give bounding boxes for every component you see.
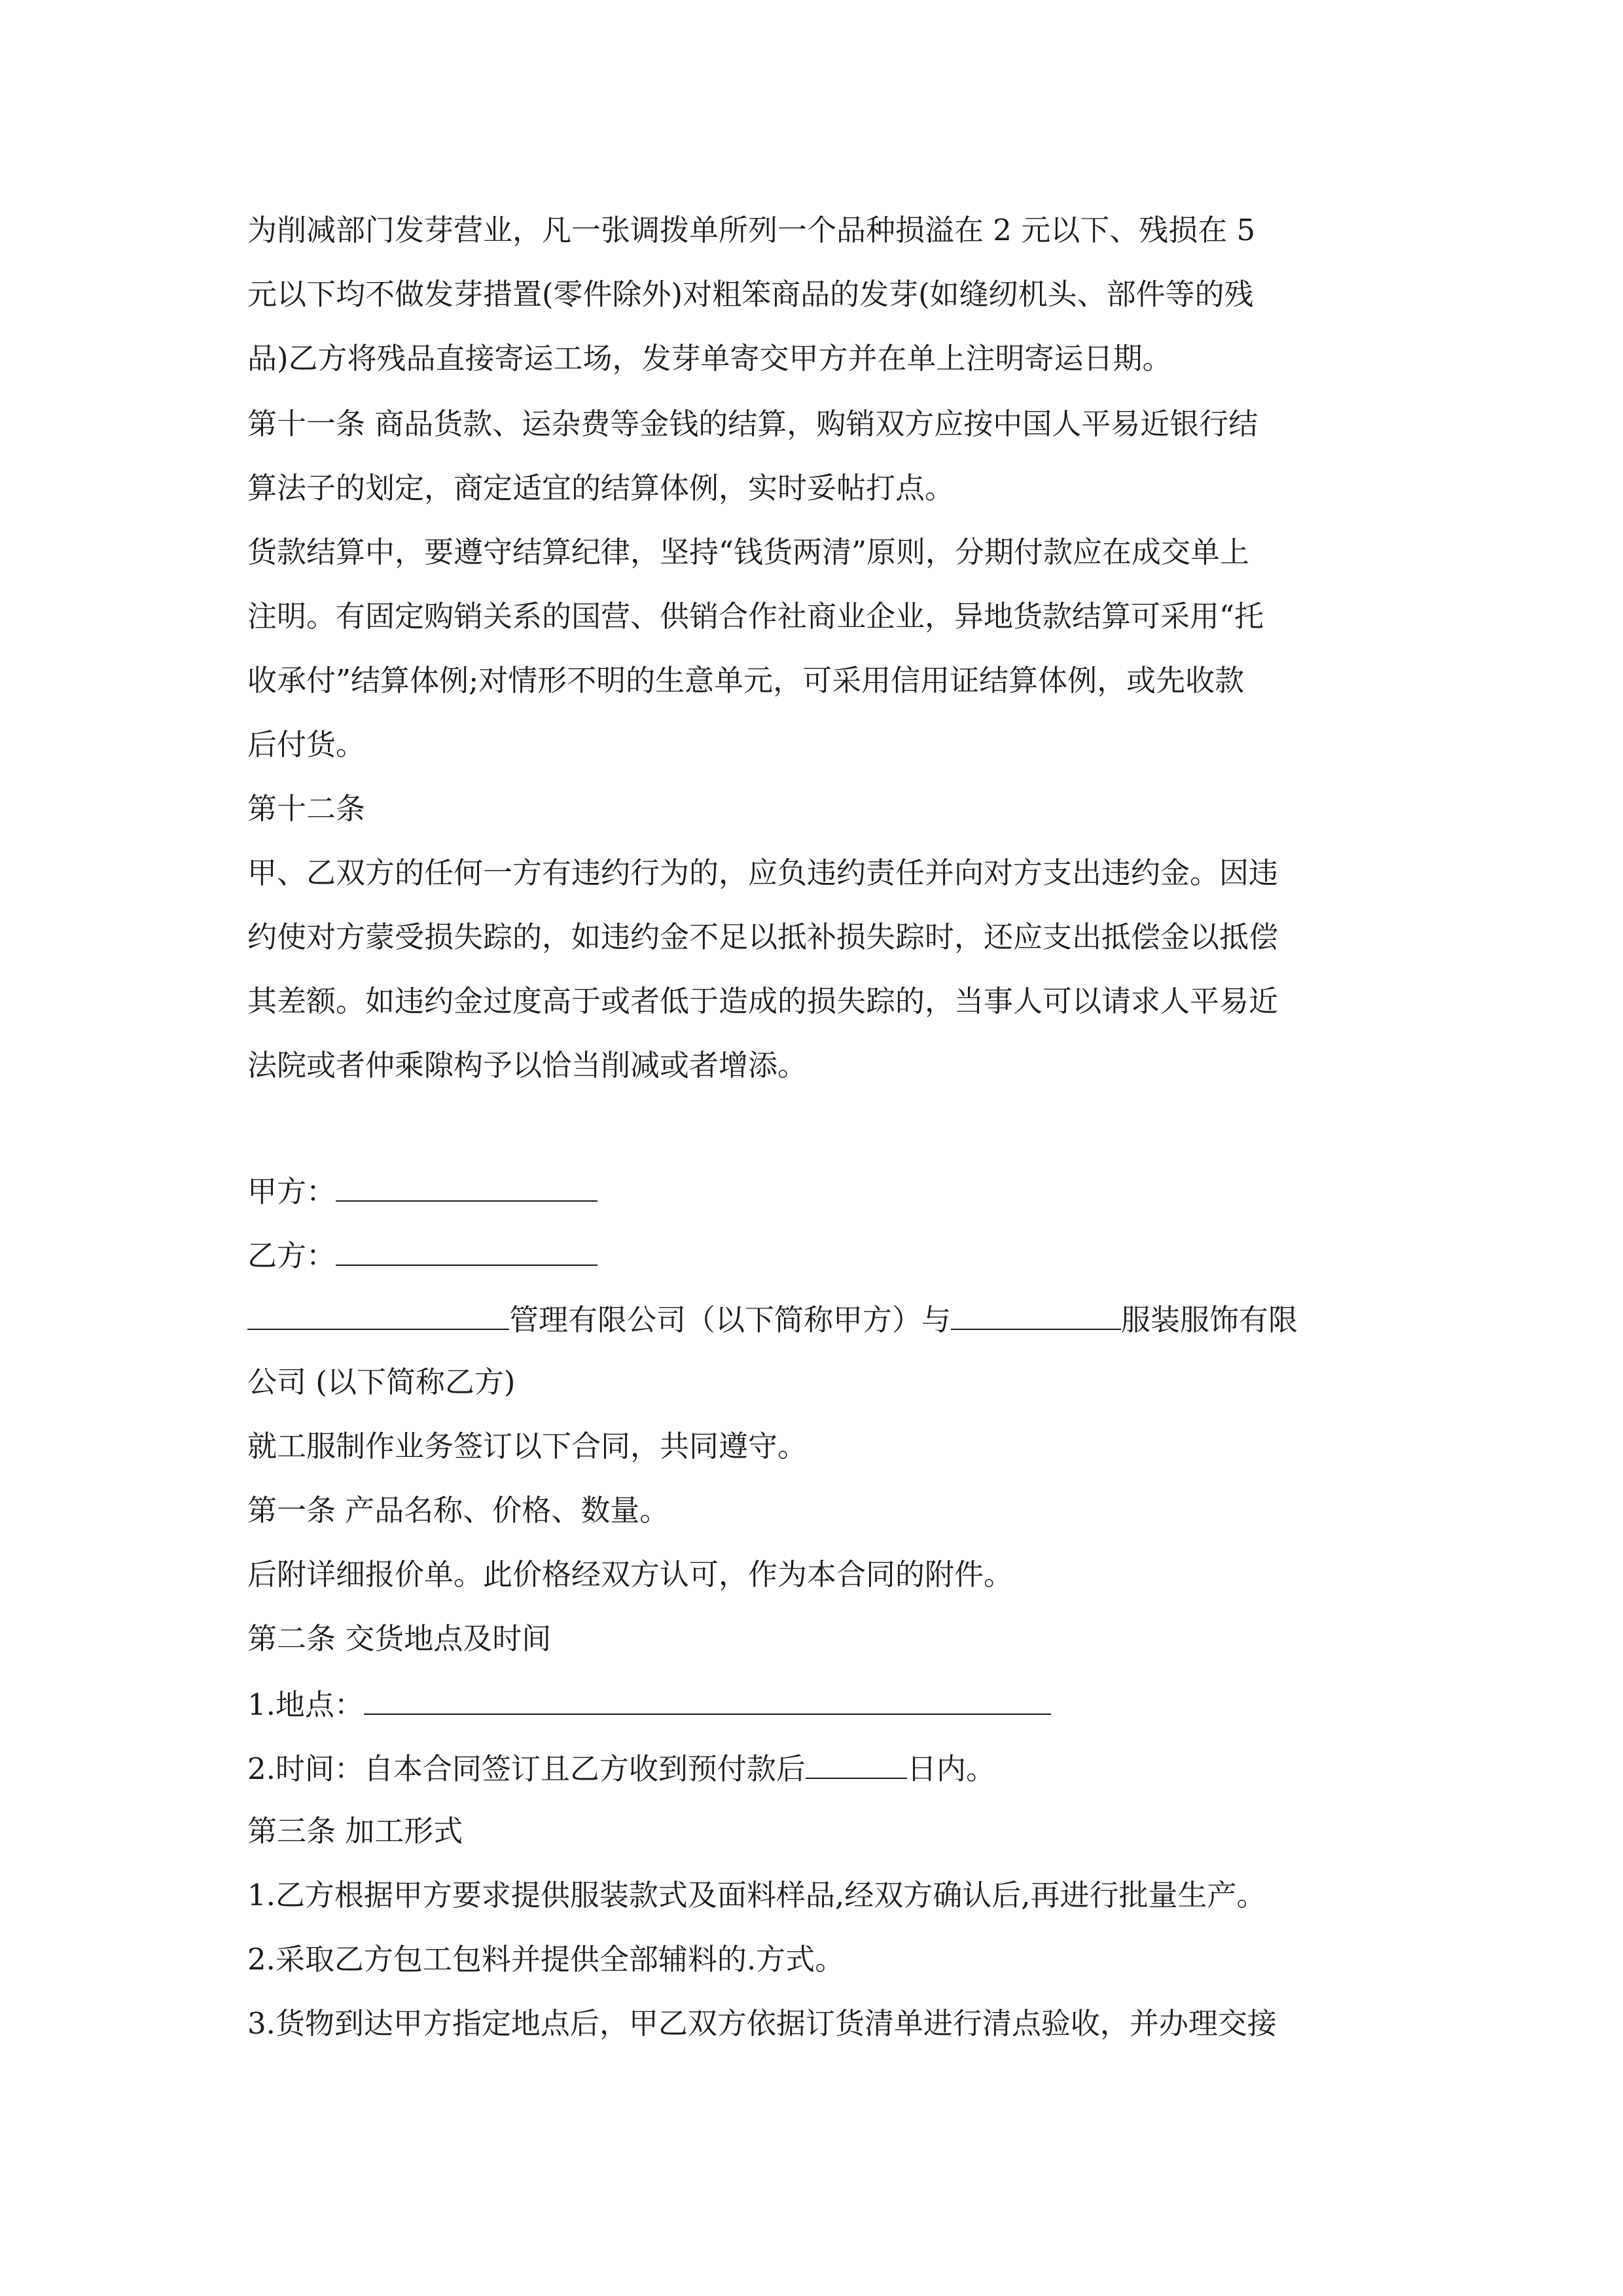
body-line: 为削减部门发芽营业，凡一张调拨单所列一个品种损溢在 2 元以下、残损在 5 <box>247 213 1256 247</box>
days-blank <box>806 1748 907 1779</box>
body-line: 算法子的划定，商定适宜的结算体例，实时妥帖打点。 <box>247 471 955 505</box>
body-line: 后付货。 <box>247 727 366 762</box>
intro-middle-text: 管理有限公司（以下简称甲方）与 <box>509 1302 952 1337</box>
party-a-label: 甲方： <box>247 1174 336 1209</box>
body-line: 货款结算中，要遵守结算纪律，坚持“钱货两清”原则，分期付款应在成交单上 <box>247 535 1250 569</box>
party-b-blank <box>336 1234 597 1266</box>
intro-end-text: 服装服饰有限 <box>1121 1302 1298 1337</box>
body-line: 3.货物到达甲方指定地点后，甲乙双方依据订货清单进行清点验收，并办理交接 <box>247 2006 1277 2041</box>
body-line: 品)乙方将残品直接寄运工场，发芽单寄交甲方并在单上注明寄运日期。 <box>247 341 1172 376</box>
party-b-company-blank <box>951 1299 1121 1330</box>
time-suffix: 日内。 <box>906 1751 995 1786</box>
body-line: 1.乙方根据甲方要求提供服装款式及面料样品,经双方确认后,再进行批量生产。 <box>247 1878 1266 1912</box>
article-3-heading: 第三条 加工形式 <box>247 1814 463 1848</box>
article-12-heading: 第十二条 <box>247 791 366 826</box>
body-line: 2.采取乙方包工包料并提供全部辅料的.方式。 <box>247 1942 845 1977</box>
place-line <box>247 1683 1051 1725</box>
body-line: 其差额。如违约金过度高于或者低于造成的损失踪的，当事人可以请求人平易近 <box>247 984 1279 1018</box>
body-line: 法院或者仲乘隙构予以恰当削减或者增添。 <box>247 1048 808 1083</box>
body-line: 后附详细报价单。此价格经双方认可，作为本合同的附件。 <box>247 1557 1014 1592</box>
party-b-label: 乙方： <box>247 1238 336 1273</box>
body-line: 公司 (以下简称乙方) <box>247 1365 516 1399</box>
time-line <box>247 1748 995 1789</box>
party-a-company-blank <box>247 1299 509 1330</box>
body-line: 元以下均不做发芽措置(零件除外)对粗笨商品的发芽(如缝纫机头、部件等的残 <box>247 277 1254 312</box>
party-a-blank <box>336 1170 597 1202</box>
body-line: 收承付”结算体例;对情形不明的生意单元，可采用信用证结算体例，或先收款 <box>247 663 1245 698</box>
article-11-heading: 第十一条 商品货款、运杂费等金钱的结算，购销双方应按中国人平易近银行结 <box>247 406 1258 441</box>
party-b-line <box>247 1234 597 1276</box>
place-blank <box>364 1683 1051 1715</box>
article-1-heading: 第一条 产品名称、价格、数量。 <box>247 1493 669 1528</box>
time-prefix: 2.时间：自本合同签订且乙方收到预付款后 <box>247 1751 806 1786</box>
body-line: 就工服制作业务签订以下合同，共同遵守。 <box>247 1429 808 1463</box>
body-line: 约使对方蒙受损失踪的，如违约金不足以抵补损失踪时，还应支出抵偿金以抵偿 <box>247 920 1279 954</box>
party-a-line <box>247 1170 597 1211</box>
intro-line <box>247 1299 1298 1340</box>
body-line: 甲、乙双方的任何一方有违约行为的，应负违约责任并向对方支出违约金。因违 <box>247 855 1279 890</box>
body-line: 注明。有固定购销关系的国营、供销合作社商业企业，异地货款结算可采用“托 <box>247 599 1264 634</box>
article-2-heading: 第二条 交货地点及时间 <box>247 1621 552 1656</box>
place-label: 1.地点： <box>247 1687 364 1722</box>
